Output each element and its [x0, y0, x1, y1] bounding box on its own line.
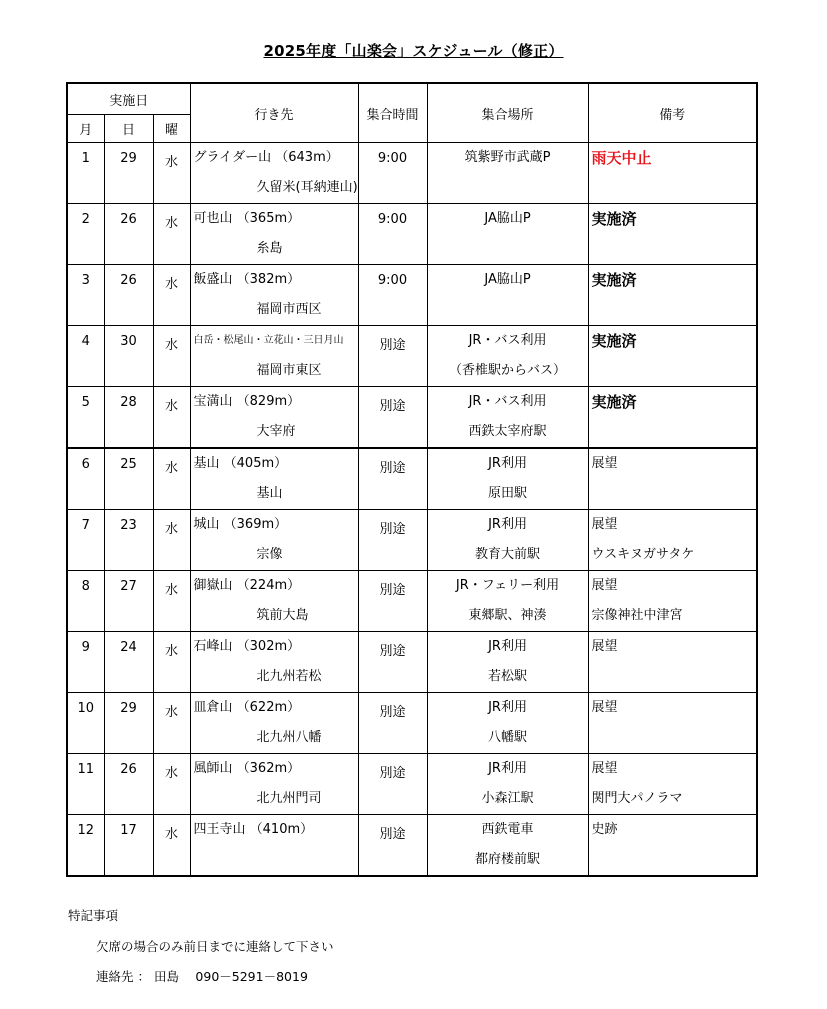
note-line2: 関門大パノラマ — [591, 791, 683, 806]
meet-place-line2: 教育大前駅 — [475, 547, 541, 562]
destination-area: 福岡市西区 — [256, 302, 322, 317]
cell-day: 26 — [104, 265, 153, 326]
cell-weekday: 水 — [153, 143, 190, 204]
cell-destination — [190, 387, 358, 449]
cell-destination — [190, 326, 358, 387]
cell-meet-place — [427, 571, 588, 632]
footer-absence-note: 欠席の場合のみ前日までに連絡して下さい — [96, 939, 334, 954]
cell-month: 5 — [67, 387, 104, 449]
destination-area: 福岡市東区 — [256, 363, 322, 378]
page-title: 2025年度「山楽会」スケジュール（修正） — [263, 42, 564, 60]
footer-contact: 連絡先 ： 田島 090－5291－8019 — [96, 969, 308, 984]
cell-weekday: 水 — [153, 510, 190, 571]
meet-place-line1: JR利用 — [488, 761, 527, 776]
destination-area: 北九州門司 — [256, 791, 322, 806]
cell-destination — [190, 448, 358, 510]
destination-name: グライダー山 （643m） — [193, 150, 339, 165]
destination-name: 宝満山 （829m） — [193, 394, 301, 409]
cell-notes — [588, 448, 757, 510]
destination-name: 白岳・松尾山・立花山・三日月山 — [193, 335, 344, 346]
meet-place-line2: 西鉄太宰府駅 — [468, 424, 547, 439]
cell-day: 26 — [104, 754, 153, 815]
cell-meet-time: 9:00 — [358, 204, 427, 265]
cell-meet-time: 9:00 — [358, 265, 427, 326]
cell-notes — [588, 815, 757, 877]
note-line1: 雨天中止 — [591, 149, 652, 167]
cell-meet-time: 別途 — [358, 448, 427, 510]
cell-month: 10 — [67, 693, 104, 754]
cell-month: 11 — [67, 754, 104, 815]
table-row — [67, 448, 757, 510]
cell-day: 26 — [104, 204, 153, 265]
footer-heading: 特記事項 — [68, 908, 119, 923]
cell-notes — [588, 510, 757, 571]
header-day: 日 — [104, 115, 153, 143]
meet-place-line1: JR・フェリー利用 — [455, 578, 560, 593]
meet-place-line2: 八幡駅 — [488, 730, 528, 745]
note-line2 — [589, 479, 757, 509]
meet-place-line1: JR利用 — [488, 700, 527, 715]
cell-notes — [588, 387, 757, 449]
note-line2: ウスキヌガサタケ — [591, 547, 695, 562]
header-meet-place: 集合場所 — [427, 83, 588, 143]
cell-day: 30 — [104, 326, 153, 387]
note-line1: 実施済 — [591, 393, 637, 411]
cell-meet-place — [427, 693, 588, 754]
destination-name: 基山 （405m） — [193, 456, 288, 471]
cell-meet-time: 別途 — [358, 387, 427, 449]
cell-destination — [190, 754, 358, 815]
meet-place-line2: （香椎駅からバス） — [449, 363, 567, 378]
cell-month: 6 — [67, 448, 104, 510]
note-line1: 展望 — [591, 578, 618, 593]
cell-month: 2 — [67, 204, 104, 265]
cell-day: 17 — [104, 815, 153, 877]
note-line2 — [589, 723, 757, 753]
destination-name: 四王寺山 （410m） — [193, 822, 314, 837]
note-line2 — [589, 234, 757, 264]
destination-area: 大宰府 — [256, 424, 296, 439]
table-row — [67, 204, 757, 265]
meet-place-line1: JR利用 — [488, 639, 527, 654]
note-line1: 史跡 — [591, 822, 618, 837]
cell-destination — [190, 143, 358, 204]
cell-meet-place — [427, 326, 588, 387]
meet-place-line2: 都府楼前駅 — [475, 852, 541, 867]
cell-month: 9 — [67, 632, 104, 693]
cell-month: 12 — [67, 815, 104, 877]
cell-weekday: 水 — [153, 326, 190, 387]
meet-place-line1: JR・バス利用 — [468, 394, 547, 409]
destination-name: 飯盛山 （382m） — [193, 272, 301, 287]
table-row — [67, 387, 757, 449]
cell-weekday: 水 — [153, 204, 190, 265]
cell-destination — [190, 204, 358, 265]
cell-weekday: 水 — [153, 387, 190, 449]
cell-meet-time: 別途 — [358, 754, 427, 815]
cell-meet-place — [427, 204, 588, 265]
header-destination: 行き先 — [190, 83, 358, 143]
cell-notes — [588, 754, 757, 815]
destination-name: 石峰山 （302m） — [193, 639, 301, 654]
note-line2 — [589, 845, 757, 875]
cell-month: 1 — [67, 143, 104, 204]
destination-area — [191, 845, 358, 875]
destination-name: 御嶽山 （224m） — [193, 578, 301, 593]
cell-notes — [588, 204, 757, 265]
cell-meet-time: 別途 — [358, 326, 427, 387]
cell-month: 8 — [67, 571, 104, 632]
cell-meet-time: 別途 — [358, 815, 427, 877]
cell-day: 24 — [104, 632, 153, 693]
cell-weekday: 水 — [153, 693, 190, 754]
schedule-table — [66, 82, 758, 877]
cell-weekday: 水 — [153, 632, 190, 693]
cell-meet-time: 9:00 — [358, 143, 427, 204]
cell-meet-time: 別途 — [358, 510, 427, 571]
meet-place-line2 — [428, 173, 588, 203]
table-row — [67, 510, 757, 571]
note-line1: 展望 — [591, 700, 618, 715]
cell-day: 27 — [104, 571, 153, 632]
cell-meet-place — [427, 632, 588, 693]
cell-notes — [588, 143, 757, 204]
cell-meet-place — [427, 387, 588, 449]
note-line1: 実施済 — [591, 210, 637, 228]
destination-area: 久留米(耳納連山) — [256, 180, 358, 195]
meet-place-line1: JA脇山P — [484, 272, 531, 287]
meet-place-line2: 原田駅 — [488, 486, 528, 501]
cell-notes — [588, 632, 757, 693]
meet-place-line1: 筑紫野市武蔵P — [464, 150, 551, 165]
table-row — [67, 143, 757, 204]
note-line2 — [589, 295, 757, 325]
destination-area: 北九州八幡 — [256, 730, 322, 745]
note-line1: 展望 — [591, 456, 618, 471]
cell-meet-place — [427, 265, 588, 326]
table-row — [67, 326, 757, 387]
note-line2 — [589, 417, 757, 447]
meet-place-line2: 小森江駅 — [481, 791, 534, 806]
cell-weekday: 水 — [153, 448, 190, 510]
table-row — [67, 754, 757, 815]
cell-destination — [190, 265, 358, 326]
note-line1: 展望 — [591, 517, 618, 532]
table-row — [67, 693, 757, 754]
destination-area: 北九州若松 — [256, 669, 322, 684]
cell-day: 29 — [104, 143, 153, 204]
note-line1: 実施済 — [591, 332, 637, 350]
meet-place-line2: 東郷駅、神湊 — [468, 608, 547, 623]
cell-notes — [588, 265, 757, 326]
cell-destination — [190, 815, 358, 877]
cell-meet-time: 別途 — [358, 571, 427, 632]
cell-meet-place — [427, 448, 588, 510]
meet-place-line1: 西鉄電車 — [481, 822, 534, 837]
note-line2 — [589, 356, 757, 386]
header-notes: 備考 — [588, 83, 757, 143]
meet-place-line2: 若松駅 — [488, 669, 528, 684]
destination-name: 風師山 （362m） — [193, 761, 301, 776]
note-line1: 実施済 — [591, 271, 637, 289]
cell-weekday: 水 — [153, 754, 190, 815]
cell-notes — [588, 326, 757, 387]
header-meet-time: 集合時間 — [358, 83, 427, 143]
cell-notes — [588, 693, 757, 754]
destination-area: 基山 — [256, 486, 283, 501]
cell-meet-time: 別途 — [358, 693, 427, 754]
meet-place-line1: JR利用 — [488, 456, 527, 471]
note-line1: 展望 — [591, 639, 618, 654]
destination-name: 城山 （369m） — [193, 517, 288, 532]
cell-destination — [190, 693, 358, 754]
table-row — [67, 265, 757, 326]
destination-name: 皿倉山 （622m） — [193, 700, 301, 715]
cell-day: 23 — [104, 510, 153, 571]
meet-place-line1: JR利用 — [488, 517, 527, 532]
cell-meet-place — [427, 143, 588, 204]
cell-day: 29 — [104, 693, 153, 754]
cell-weekday: 水 — [153, 265, 190, 326]
cell-day: 28 — [104, 387, 153, 449]
note-line2 — [589, 662, 757, 692]
destination-name: 可也山 （365m） — [193, 211, 301, 226]
table-row — [67, 815, 757, 877]
cell-month: 7 — [67, 510, 104, 571]
table-row — [67, 632, 757, 693]
cell-meet-place — [427, 815, 588, 877]
table-row — [67, 571, 757, 632]
note-line2 — [589, 173, 757, 203]
cell-day: 25 — [104, 448, 153, 510]
destination-area: 糸島 — [256, 241, 283, 256]
header-date-group: 実施日 — [67, 83, 190, 115]
note-line1: 展望 — [591, 761, 618, 776]
cell-weekday: 水 — [153, 571, 190, 632]
destination-area: 筑前大島 — [256, 608, 309, 623]
meet-place-line2 — [428, 295, 588, 325]
cell-meet-place — [427, 754, 588, 815]
cell-month: 4 — [67, 326, 104, 387]
cell-month: 3 — [67, 265, 104, 326]
cell-meet-time: 別途 — [358, 632, 427, 693]
cell-destination — [190, 632, 358, 693]
cell-meet-place — [427, 510, 588, 571]
header-month: 月 — [67, 115, 104, 143]
cell-destination — [190, 510, 358, 571]
header-weekday: 曜 — [153, 115, 190, 143]
destination-area: 宗像 — [256, 547, 283, 562]
cell-notes — [588, 571, 757, 632]
cell-weekday: 水 — [153, 815, 190, 877]
meet-place-line1: JR・バス利用 — [468, 333, 547, 348]
note-line2: 宗像神社中津宮 — [591, 608, 683, 623]
cell-destination — [190, 571, 358, 632]
meet-place-line2 — [428, 234, 588, 264]
meet-place-line1: JA脇山P — [484, 211, 531, 226]
